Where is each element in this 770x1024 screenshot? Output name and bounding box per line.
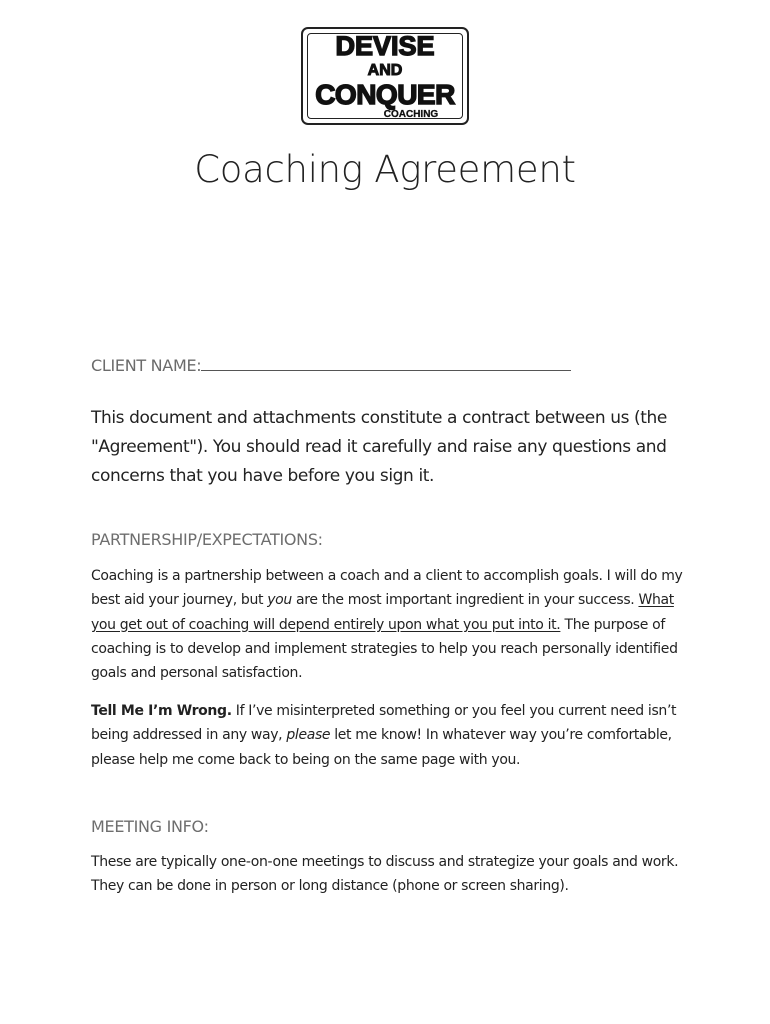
intro-paragraph	[91, 404, 691, 491]
logo-word-coaching: COACHING	[383, 109, 439, 120]
client-name-label: CLIENT NAME:	[91, 356, 202, 375]
logo-word-devise: DEVISE	[335, 31, 435, 61]
tell-me-paragraph	[91, 699, 691, 772]
partnership-paragraph	[91, 564, 691, 685]
intro-line-3: concerns that you have before you sign it.	[91, 466, 435, 486]
logo-word-and: AND	[367, 62, 403, 79]
tell-me-lead: Tell Me I’m Wrong.	[91, 703, 232, 719]
intro-line-2: "Agreement"). You should read it carefully and raise any questions and	[91, 437, 667, 457]
partnership-emphasis-you: you	[267, 592, 292, 609]
partnership-text-a: Coaching is a partnership between a coach and a client to accomplish goals. I will do my best aid your journey, but	[91, 568, 683, 609]
tell-me-emphasis-please: please	[286, 727, 331, 744]
logo	[301, 27, 469, 125]
partnership-heading: PARTNERSHIP/EXPECTATIONS:	[91, 530, 323, 549]
tell-me-text-b: let me know! In whatever way you’re comfortable, please help me come back to being on the same page with you.	[91, 727, 672, 768]
intro-line-1: This document and attachments constitute a contract between us (the	[91, 408, 667, 428]
partnership-text-b: are the most important ingredient in your success.	[291, 592, 639, 609]
meeting-heading: MEETING INFO:	[91, 817, 209, 836]
client-name-blank[interactable]	[201, 352, 571, 371]
tell-me-text-a: If I’ve misinterpreted something or you feel you current need isn’t being addressed in any way,	[91, 703, 677, 744]
document-title: Coaching Agreement	[194, 148, 576, 191]
partnership-underlined-sentence: What you get out of coaching will depend entirely upon what you put into it.	[91, 592, 674, 633]
meeting-paragraph: These are typically one-on-one meetings to discuss and strategize your goals and work. They can be done in person or long distance (phone or screen sharing).	[91, 854, 679, 895]
partnership-text-c: The purpose of coaching is to develop and implement strategies to help you reach personally identified goals and personal satisfaction.	[91, 616, 678, 682]
logo-word-conquer: CONQUER	[315, 79, 455, 110]
client-name-field[interactable]	[91, 352, 571, 378]
